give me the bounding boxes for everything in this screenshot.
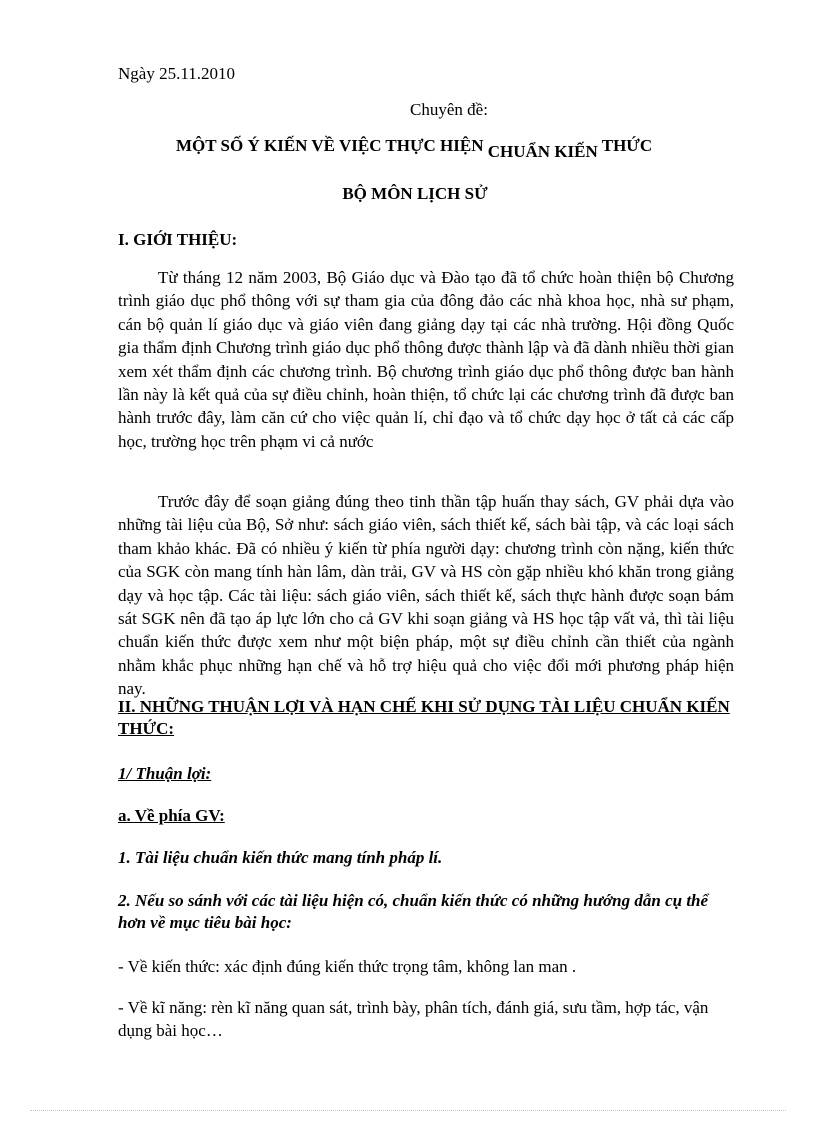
- subsection-teacher: a. Về phía GV:: [118, 806, 225, 825]
- paragraph-introduction: Từ tháng 12 năm 2003, Bộ Giáo dục và Đào tạo đã tổ chức hoàn thiện bộ Chương trình giáo dục phổ thông với sự tham gia của đông đảo các nhà khoa học, nhà sư phạm, cán bộ quản lí giáo dục và giáo viên đang giảng dạy tại các nhà trường. Hội đồng Quốc gia thẩm định Chương trình giáo dục phổ thông được thành lập và đã dành nhiều thời gian xem xét thẩm định các chương trình. Bộ chương trình giáo dục phổ thông được ban hành lần này là kết quả của sự điều chỉnh, hoàn thiện, tổ chức lại các chương trình đã được ban hành trước đây, làm căn cứ cho việc quản lí, chỉ đạo và tổ chức dạy học ở tất cả các cấp học, trường học trên phạm vi cả nước: [118, 268, 734, 451]
- section2-heading: II. NHỮNG THUẬN LỢI VÀ HẠN CHẾ KHI SỬ DỤNG TÀI LIỆU CHUẨN KIẾN THỨC:: [118, 697, 730, 738]
- document-title-line1: [176, 136, 653, 161]
- topic-label: Chuyên đề:: [410, 100, 488, 119]
- paragraph-background: Trước đây để soạn giảng đúng theo tinh thần tập huấn thay sách, GV phải dựa vào những tài liệu của Bộ, Sở như: sách giáo viên, sách thiết kế, sách bài tập, và các loại sách tham khảo khác. Đã có nhiều ý kiến từ phía người dạy: chương trình còn nặng, kiến thức của SGK còn mang tính hàn lâm, dàn trải, GV và HS còn gặp nhiều khó khăn trong giảng dạy và học tập. Các tài liệu: sách giáo viên, sách thiết kế, sách thực hành được soạn bám sát SGK nên đã tạo áp lực lớn cho cả GV khi soạn giảng và HS học tập vất vả, thì tài liệu chuẩn kiến thức được xem như một biện pháp, một sự điều chỉnh cần thiết của ngành nhằm khắc phục những hạn chế và hỗ trợ hiệu quả cho việc đổi mới phương pháp hiện nay.: [118, 492, 734, 699]
- page-bottom-divider: [30, 1110, 786, 1111]
- title-part2: CHUẨN KIẾN: [487, 142, 598, 161]
- bullet-skills: - Về kĩ năng: rèn kĩ năng quan sát, trình bày, phân tích, đánh giá, sưu tầm, hợp tác, vận dụng bài học…: [118, 998, 709, 1041]
- title-part1: MỘT SỐ Ý KIẾN VỀ VIỆC THỰC HIỆN: [176, 136, 484, 155]
- title-part3: THỨC: [601, 136, 653, 155]
- point-legal: 1. Tài liệu chuẩn kiến thức mang tính pháp lí.: [118, 848, 443, 867]
- bullet-knowledge: - Về kiến thức: xác định đúng kiến thức trọng tâm, không lan man .: [118, 957, 577, 976]
- document-title-line2: BỘ MÔN LỊCH SỬ: [342, 184, 488, 203]
- subsection-advantages: 1/ Thuận lợi:: [118, 764, 212, 783]
- section1-heading: I. GIỚI THIỆU:: [118, 230, 238, 249]
- point-comparison: 2. Nếu so sánh với các tài liệu hiện có, chuẩn kiến thức có những hướng dẫn cụ thể hơn về mục tiêu bài học:: [118, 891, 709, 932]
- document-date: Ngày 25.11.2010: [118, 64, 235, 83]
